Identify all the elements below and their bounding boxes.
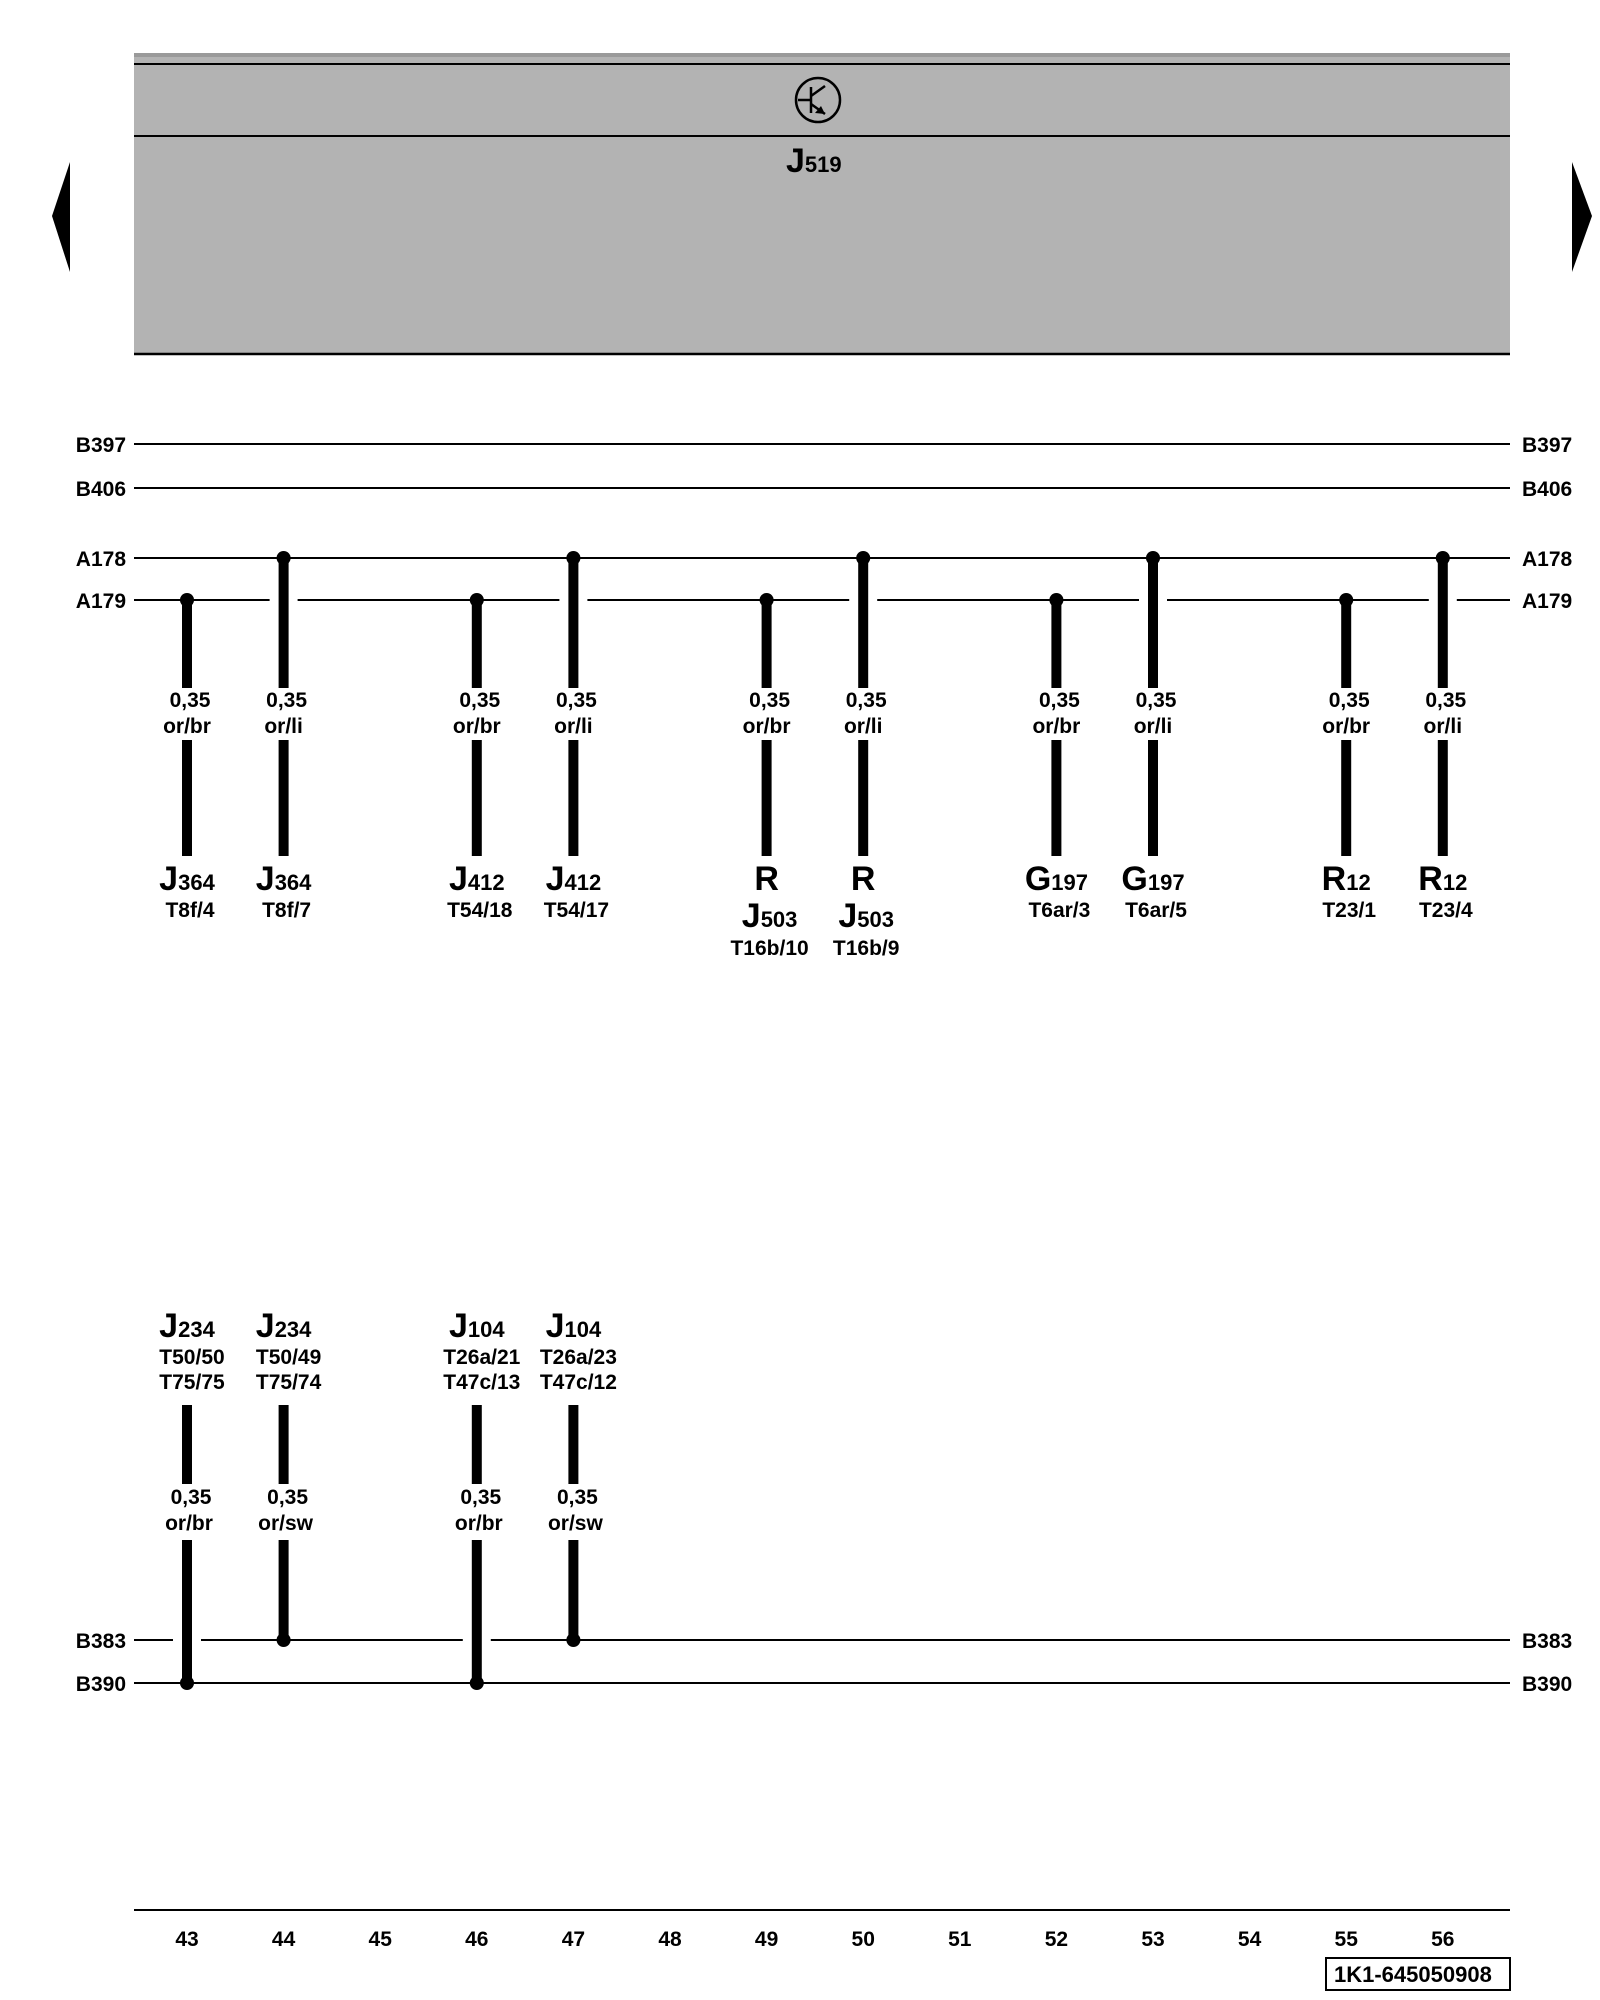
pin-label: T23/4 bbox=[1418, 899, 1473, 922]
column-number: 55 bbox=[1334, 1928, 1358, 1951]
pin-label: T75/74 bbox=[255, 1371, 322, 1394]
wire-color: or/li bbox=[843, 715, 883, 738]
wire-size: 0,35 bbox=[460, 1486, 502, 1509]
junction-dot bbox=[856, 551, 870, 565]
bus-label-right: A179 bbox=[1522, 590, 1573, 613]
component-label: R bbox=[754, 860, 779, 898]
bus-label-right: B397 bbox=[1522, 434, 1573, 457]
component-label: J104 bbox=[448, 1307, 505, 1345]
pin-label: T75/75 bbox=[159, 1371, 225, 1394]
component-label: G197 bbox=[1121, 860, 1185, 898]
junction-dot bbox=[180, 593, 194, 607]
junction-dot bbox=[470, 593, 484, 607]
column-numbers bbox=[175, 1928, 1454, 1951]
component-label: J503 bbox=[838, 897, 895, 935]
component-label: J234 bbox=[255, 1307, 312, 1345]
component-label: J503 bbox=[741, 897, 798, 935]
component-label: J412 bbox=[545, 860, 602, 898]
bus-label-right: A178 bbox=[1522, 548, 1573, 571]
pin-label: T23/1 bbox=[1322, 899, 1377, 922]
pin-label: T8f/7 bbox=[262, 899, 312, 922]
column-number: 43 bbox=[175, 1928, 199, 1951]
wire-size: 0,35 bbox=[749, 689, 791, 712]
wire-46-lower bbox=[463, 1405, 491, 1690]
wire-43-lower bbox=[173, 1405, 201, 1690]
pin-label: T50/50 bbox=[159, 1346, 225, 1369]
pin-label: T16b/10 bbox=[730, 937, 809, 960]
wire-color: or/sw bbox=[547, 1512, 603, 1535]
wire-color: or/br bbox=[1032, 715, 1081, 738]
wire-size: 0,35 bbox=[1038, 689, 1080, 712]
junction-dot bbox=[277, 551, 291, 565]
column-number: 45 bbox=[368, 1928, 392, 1951]
wire-label-group bbox=[159, 1307, 225, 1535]
triangle-right-icon[interactable] bbox=[1572, 162, 1592, 272]
component-label: J412 bbox=[448, 860, 505, 898]
bus-label-left: B390 bbox=[75, 1673, 126, 1696]
junction-dot bbox=[1436, 551, 1450, 565]
bus-label-left: B406 bbox=[75, 478, 126, 501]
bus-label-left: A179 bbox=[75, 590, 126, 613]
wire-color: or/br bbox=[742, 715, 791, 738]
header-component-label: J519 bbox=[786, 142, 842, 180]
junction-dot bbox=[760, 593, 774, 607]
wire-color: or/li bbox=[264, 715, 303, 738]
wire-size: 0,35 bbox=[266, 689, 308, 712]
component-label: R bbox=[850, 860, 876, 898]
component-label: J364 bbox=[159, 860, 215, 898]
wire-color: or/li bbox=[1133, 715, 1173, 738]
pin-label: T47c/13 bbox=[443, 1371, 521, 1394]
component-label: R12 bbox=[1418, 860, 1468, 898]
column-number: 44 bbox=[271, 1928, 296, 1951]
wire-color: or/br bbox=[165, 1512, 213, 1535]
wire-color: or/br bbox=[163, 715, 211, 738]
column-number: 49 bbox=[754, 1928, 779, 1951]
column-number: 54 bbox=[1237, 1928, 1262, 1951]
wire-color: or/br bbox=[454, 1512, 503, 1535]
component-label: J234 bbox=[159, 1307, 215, 1345]
pin-label: T26a/21 bbox=[443, 1346, 521, 1369]
junction-dot bbox=[277, 1633, 291, 1647]
column-number: 52 bbox=[1044, 1928, 1069, 1951]
bus-label-right: B383 bbox=[1522, 1630, 1573, 1653]
pin-label: T47c/12 bbox=[539, 1371, 617, 1394]
pin-label: T54/18 bbox=[447, 899, 513, 922]
bus-label-left: A178 bbox=[75, 548, 126, 571]
wire-size: 0,35 bbox=[845, 689, 887, 712]
wire-size: 0,35 bbox=[1328, 689, 1370, 712]
component-label: R12 bbox=[1321, 860, 1371, 898]
document-id-box bbox=[1326, 1958, 1510, 1990]
bus-label-right: B406 bbox=[1522, 478, 1573, 501]
junction-dot bbox=[566, 551, 580, 565]
wire-color: or/br bbox=[1322, 715, 1371, 738]
junction-dot bbox=[1049, 593, 1063, 607]
wire-labels bbox=[159, 689, 1473, 1535]
junction-dot bbox=[566, 1633, 580, 1647]
bus-label-left: B383 bbox=[75, 1630, 126, 1653]
junction-dot bbox=[470, 1676, 484, 1690]
column-number: 46 bbox=[465, 1928, 489, 1951]
column-number: 51 bbox=[948, 1928, 972, 1951]
wires bbox=[170, 551, 1457, 1690]
wire-label-group bbox=[256, 1307, 322, 1535]
column-number: 50 bbox=[851, 1928, 875, 1951]
column-number: 56 bbox=[1431, 1928, 1455, 1951]
wire-size: 0,35 bbox=[555, 689, 597, 712]
wire-label-group bbox=[443, 1307, 520, 1535]
wire-size: 0,35 bbox=[267, 1486, 309, 1509]
control-unit-box bbox=[134, 54, 1510, 354]
junction-dot bbox=[1146, 551, 1160, 565]
triangle-left-icon[interactable] bbox=[52, 162, 70, 272]
wire-size: 0,35 bbox=[459, 689, 501, 712]
pin-label: T6ar/5 bbox=[1125, 899, 1187, 922]
component-label: G197 bbox=[1024, 860, 1088, 898]
bus-label-left: B397 bbox=[75, 434, 126, 457]
junction-dot bbox=[1339, 593, 1353, 607]
wire-size: 0,35 bbox=[556, 1486, 598, 1509]
wire-color: or/li bbox=[1423, 715, 1463, 738]
document-id: 1K1-645050908 bbox=[1334, 1962, 1492, 1987]
wire-size: 0,35 bbox=[1425, 689, 1467, 712]
pin-label: T16b/9 bbox=[832, 937, 900, 960]
junction-dot bbox=[180, 1676, 194, 1690]
component-label: J104 bbox=[545, 1307, 602, 1345]
control-unit-header bbox=[134, 54, 1510, 354]
column-number: 48 bbox=[658, 1928, 682, 1951]
pin-label: T26a/23 bbox=[539, 1346, 617, 1369]
wire-size: 0,35 bbox=[170, 1486, 212, 1509]
wire-color: or/br bbox=[452, 715, 501, 738]
pin-label: T54/17 bbox=[543, 899, 610, 922]
wire-size: 0,35 bbox=[169, 689, 211, 712]
column-number: 53 bbox=[1141, 1928, 1165, 1951]
component-label: J364 bbox=[255, 860, 312, 898]
pin-label: T6ar/3 bbox=[1028, 899, 1091, 922]
wire-size: 0,35 bbox=[1135, 689, 1177, 712]
column-number: 47 bbox=[561, 1928, 586, 1951]
pin-label: T50/49 bbox=[255, 1346, 322, 1369]
wire-color: or/sw bbox=[258, 1512, 314, 1535]
pin-label: T8f/4 bbox=[165, 899, 215, 922]
wire-color: or/li bbox=[554, 715, 593, 738]
bus-label-right: B390 bbox=[1522, 1673, 1573, 1696]
